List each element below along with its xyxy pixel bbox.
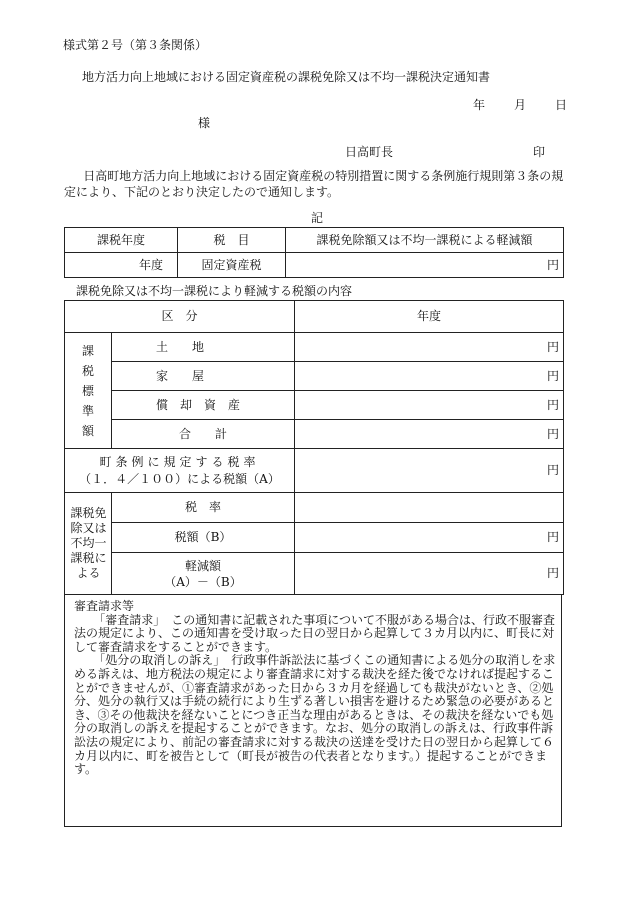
land-amount: 円 [295,333,564,362]
house-label: 家 屋 [112,362,295,391]
ki-marker: 記 [311,211,324,225]
header-category: 区 分 [65,301,295,333]
tax-b-amount: 円 [295,523,564,553]
tax-rate-value [295,493,564,523]
ordinance-tax-amount: 円 [295,449,564,493]
total-amount: 円 [295,420,564,449]
header-exemption-amount: 課税免除額又は不均一課税による軽減額 [286,228,564,253]
total-label: 合 計 [112,420,295,449]
review-notice-box [64,594,562,827]
decision-summary-table [64,227,564,278]
document-title: 地方活力向上地域における固定資産税の課税免除又は不均一課税決定通知書 [82,70,491,84]
tax-base-label: 課 税 標 準 額 [65,333,112,449]
section2-title: 課税免除又は不均一課税により軽減する税額の内容 [76,284,353,298]
date-month-label: 月 [514,98,527,112]
seal-mark: 印 [533,145,546,159]
header-tax-item: 税 目 [178,228,286,253]
issuer-name: 日高町長 [345,145,394,159]
exemption-amount-cell: 円 [286,253,564,278]
header-fiscal-year: 年度 [295,301,564,333]
tax-rate-label: 税 率 [112,493,295,523]
reduction-label: 軽減額 （A）－（B） [112,553,295,595]
review-heading: 審査請求等 [74,599,135,613]
tax-b-label: 税額（B） [112,523,295,553]
addressee-honorific: 様 [198,116,211,130]
tax-item-cell: 固定資産税 [178,253,286,278]
land-label: 土 地 [112,333,295,362]
exemption-group-label: 課税免除又は不均一課税による [65,493,112,595]
date-day-label: 日 [555,98,568,112]
revocation-suit-paragraph: 「処分の取消しの訴え」 行政事件訴訟法に基づくこの通知書による処分の取消しを求める訴えは、地方税法の規定により審査請求に対する裁決を経た後でなければ提起することができませんが、①審査請求があった日から３カ月を経過しても裁決がないとき、②処分、処分の執行又は手続の続行により生ずる著しい損害を避けるため緊急の必要があるとき、③その他裁決を経ないことにつき正当な理由があるときは、その裁決を経ないでも処分の取消しの訴えを提起することができます。なお、処分の取消しの訴えは、行政事件訴訟法の規定により、前記の審査請求に対する裁決の送達を受けた日の翌日から起算して６カ月以内に、町を被告として（町長が被告の代表者となります。）提起することができます。 [74,653,556,777]
date-year-label: 年 [473,98,486,112]
ordinance-rate-label: 町条例に規定する税率 （１．４／１００）による税額（A） [65,449,295,493]
reduction-amount: 円 [295,553,564,595]
review-request-paragraph: 「審査請求」 この通知書に記載された事項について不服がある場合は、行政不服審査法の規定により、この通知書を受け取った日の翌日から起算して３カ月以内に、町長に対して審査請求をすることができます。 [74,612,555,654]
reduction-detail-table [64,300,564,595]
tax-year-cell: 年度 [65,253,178,278]
depreciable-asset-amount: 円 [295,391,564,420]
header-tax-year: 課税年度 [65,228,178,253]
depreciable-asset-label: 償 却 資 産 [112,391,295,420]
house-amount: 円 [295,362,564,391]
form-number: 様式第２号（第３条関係） [63,38,208,52]
intro-paragraph: 日高町地方活力向上地域における固定資産税の特別措置に関する条例施行規則第３条の規定により、下記のとおり決定したので通知します。 [64,169,564,199]
